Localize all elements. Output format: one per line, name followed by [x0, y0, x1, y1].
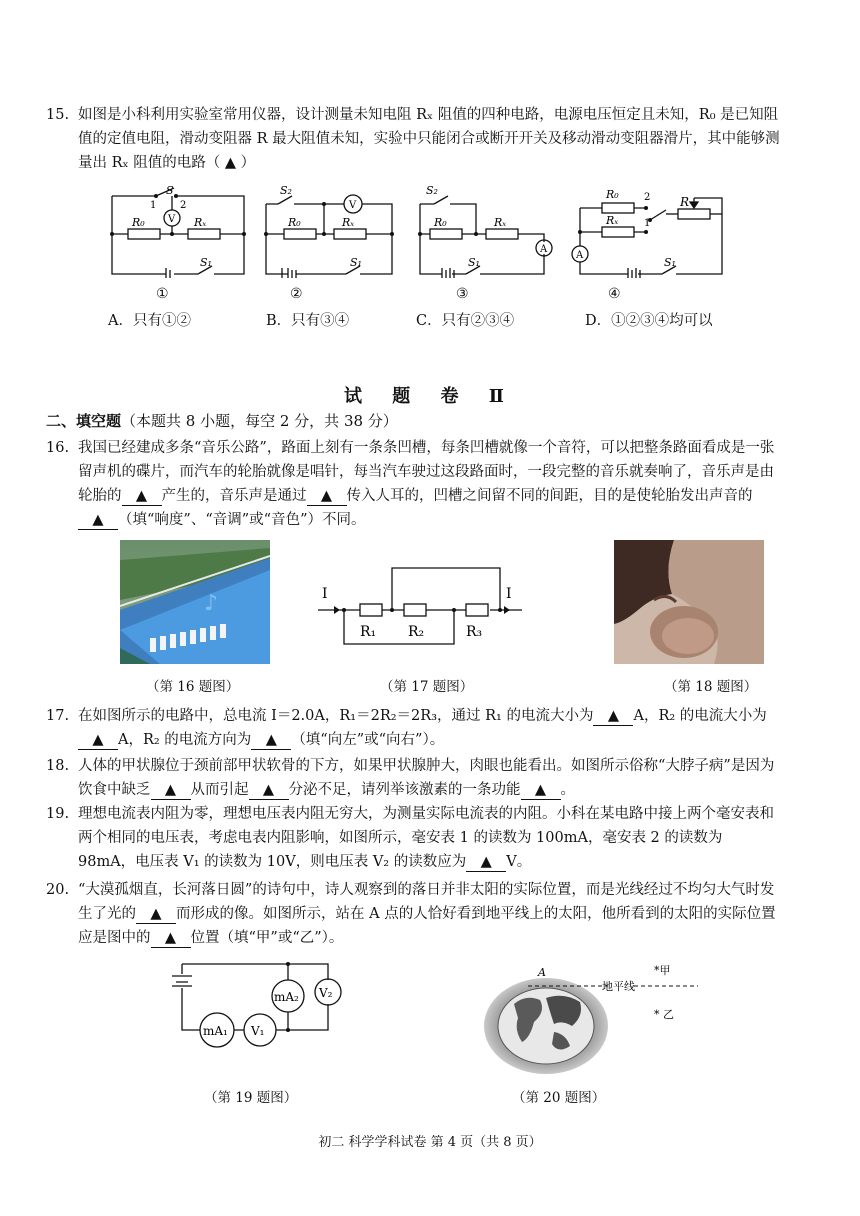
- section-heading-rest: （本题共 8 小题，每空 2 分，共 38 分）: [121, 412, 398, 430]
- question-number: 16.: [46, 440, 70, 456]
- question-16: [46, 436, 784, 532]
- label-1: 1: [150, 200, 157, 211]
- page-footer: 初二 科学学科试卷 第 4 页（共 8 页）: [318, 1135, 542, 1150]
- question-20: [46, 878, 784, 950]
- question-15: [46, 103, 784, 175]
- question-18: [46, 754, 784, 802]
- answer-blank[interactable]: ▲: [78, 511, 118, 530]
- label-s1: S₁: [350, 256, 362, 269]
- ammeter-label: A: [576, 250, 584, 261]
- label-s: S: [166, 186, 174, 197]
- circuit-2: [262, 182, 398, 278]
- question-text: 而形成的像。如图所示，站在 A 点的人恰好看到地平线上的太阳，他所看到的太阳的实际位置应是图中的: [78, 906, 776, 946]
- question-19: [46, 802, 784, 874]
- label-ma1: mA₁: [203, 1024, 228, 1038]
- answer-blank[interactable]: ▲: [466, 853, 506, 872]
- label-horizon: 地平线: [602, 980, 635, 993]
- voltmeter-label: V: [349, 200, 357, 211]
- label-2: 2: [644, 192, 651, 203]
- option-d: D．①②③④均可以: [585, 313, 713, 329]
- label-1: 1: [644, 218, 651, 229]
- caption-20: （第 20 题图）: [512, 1090, 606, 1106]
- question-text: A，R₂ 的电流方向为: [118, 732, 252, 748]
- label-r0: R₀: [434, 216, 447, 229]
- circuit-label-2: ②: [290, 286, 303, 302]
- answer-blank[interactable]: ▲: [307, 487, 347, 506]
- section-heading: [46, 410, 398, 431]
- question-number: 20.: [46, 882, 70, 898]
- question-number: 17.: [46, 708, 70, 724]
- label-i-left: I: [322, 586, 328, 602]
- label-rx: Rₓ: [606, 214, 619, 227]
- label-r3: R₃: [466, 624, 483, 640]
- label-s1: S₁: [468, 256, 480, 269]
- section-title: 试 题 卷 Ⅱ: [344, 386, 516, 407]
- option-a: A．只有①②: [108, 313, 191, 329]
- circuit-1: [108, 186, 248, 278]
- meter-circuit-19: [168, 960, 368, 1060]
- label-2: 2: [180, 200, 187, 211]
- question-text: 人体的甲状腺位于颈前部甲状软骨的下方，如果甲状腺肿大，肉眼也能看出。如图所示俗称“大脖子病”是因为饮食中缺乏: [78, 758, 775, 798]
- question-number: 15.: [46, 107, 70, 123]
- answer-blank[interactable]: ▲: [521, 781, 561, 800]
- label-point-a: A: [538, 966, 546, 979]
- question-text: V。: [506, 854, 532, 870]
- label-yi: * 乙: [654, 1008, 674, 1021]
- label-v2: V₂: [319, 986, 333, 1000]
- label-i-right: I: [506, 586, 512, 602]
- section-heading-bold: 二、填空题: [46, 412, 122, 430]
- answer-blank[interactable]: ▲: [249, 781, 289, 800]
- ammeter-label: A: [540, 244, 548, 255]
- goiter-photo: [614, 540, 764, 664]
- label-s2: S₂: [426, 184, 438, 197]
- answer-blank[interactable]: ▲: [251, 731, 291, 750]
- question-text: 位置（填“甲”或“乙”）。: [190, 930, 344, 946]
- caption-16: （第 16 题图）: [146, 679, 240, 695]
- circuit-4: [566, 180, 732, 278]
- label-r: R: [680, 195, 690, 209]
- question-text: 从而引起: [190, 782, 249, 798]
- caption-18: （第 18 题图）: [664, 679, 758, 695]
- option-b: B．只有③④: [266, 313, 350, 329]
- circuit-3: [416, 182, 556, 278]
- label-ma2: mA₂: [274, 990, 299, 1004]
- question-text: 如图是小科利用实验室常用仪器，设计测量未知电阻 Rₓ 阻值的四种电路，电源电压恒定且未知，R₀ 是已知阻值的定值电阻，滑动变阻器 R 最大阻值未知，实验中只能闭合或断开开关及移动滑动变阻器滑片，其中能够测量出 Rₓ 阻值的电路（ ▲ ）: [78, 107, 780, 171]
- caption-17: （第 17 题图）: [380, 679, 474, 695]
- question-text: （填“响度”、“音调”或“音色”）不同。: [118, 512, 366, 528]
- answer-blank[interactable]: ▲: [122, 487, 162, 506]
- question-text: 传入人耳的，凹槽之间留不同的间距，目的是使轮胎发出声音的: [346, 488, 753, 504]
- label-rx: Rₓ: [494, 216, 507, 229]
- caption-19: （第 19 题图）: [204, 1090, 298, 1106]
- answer-blank[interactable]: ▲: [136, 905, 176, 924]
- question-text: 理想电流表内阻为零，理想电压表内阻无穷大，为测量实际电流表的内阻。小科在某电路中接上两个毫安表和两个相同的电压表，考虑电表内阻影响，如图所示，毫安表 1 的读数为 100mA，毫安表 2 的读数为 98mA，电压表 V₁ 的读数为 10V，则电压表 V₂ 的读数应为: [78, 806, 774, 870]
- circuit-label-4: ④: [608, 286, 621, 302]
- question-number: 18.: [46, 758, 70, 774]
- label-s1: S₁: [664, 256, 676, 269]
- question-text: 。: [560, 782, 575, 798]
- question-number: 19.: [46, 806, 70, 822]
- circuit-label-1: ①: [156, 286, 169, 302]
- label-r1: R₁: [360, 624, 377, 640]
- label-r0: R₀: [288, 216, 301, 229]
- label-r0: R₀: [132, 216, 145, 229]
- label-s1: S₁: [200, 256, 212, 269]
- earth-horizon-20: [484, 956, 714, 1076]
- question-text: “大漠孤烟直，长河落日圆”的诗句中，诗人观察到的落日并非太阳的实际位置，而是光线经过不均匀大气时发生了光的: [78, 882, 775, 922]
- question-text: 分泌不足，请列举该激素的一条功能: [288, 782, 521, 798]
- question-17: [46, 704, 784, 752]
- voltmeter-label: V: [168, 214, 176, 225]
- treble-clef-icon: ♪: [204, 591, 219, 616]
- label-rx: Rₓ: [194, 216, 207, 229]
- question-text: 产生的，音乐声是通过: [161, 488, 307, 504]
- music-road-photo: [120, 540, 270, 664]
- answer-blank[interactable]: ▲: [593, 707, 633, 726]
- answer-blank[interactable]: ▲: [151, 781, 191, 800]
- label-jia: *甲: [654, 964, 671, 977]
- label-r0: R₀: [606, 188, 619, 201]
- answer-blank[interactable]: ▲: [78, 731, 118, 750]
- answer-blank[interactable]: ▲: [151, 929, 191, 948]
- label-s2: S₂: [280, 184, 292, 197]
- option-c: C．只有②③④: [416, 313, 515, 329]
- resistor-circuit-17: [316, 562, 526, 652]
- label-r2: R₂: [408, 624, 425, 640]
- label-v1: V₁: [251, 1024, 265, 1038]
- circuit-label-3: ③: [456, 286, 469, 302]
- label-rx: Rₓ: [342, 216, 355, 229]
- question-text: 我国已经建成多条“音乐公路”，路面上刻有一条条凹槽，每条凹槽就像一个音符，可以把整条路面看成是一张留声机的碟片，而汽车的轮胎就像是唱针，每当汽车驶过这段路面时，一段完整的音乐就奏响了，音乐声是由轮胎的: [78, 440, 775, 504]
- question-text: A，R₂ 的电流大小为: [633, 708, 767, 724]
- question-text: 在如图所示的电路中，总电流 I＝2.0A，R₁＝2R₂＝2R₃，通过 R₁ 的电流大小为: [78, 708, 594, 724]
- question-text: （填“向左”或“向右”）。: [291, 732, 445, 748]
